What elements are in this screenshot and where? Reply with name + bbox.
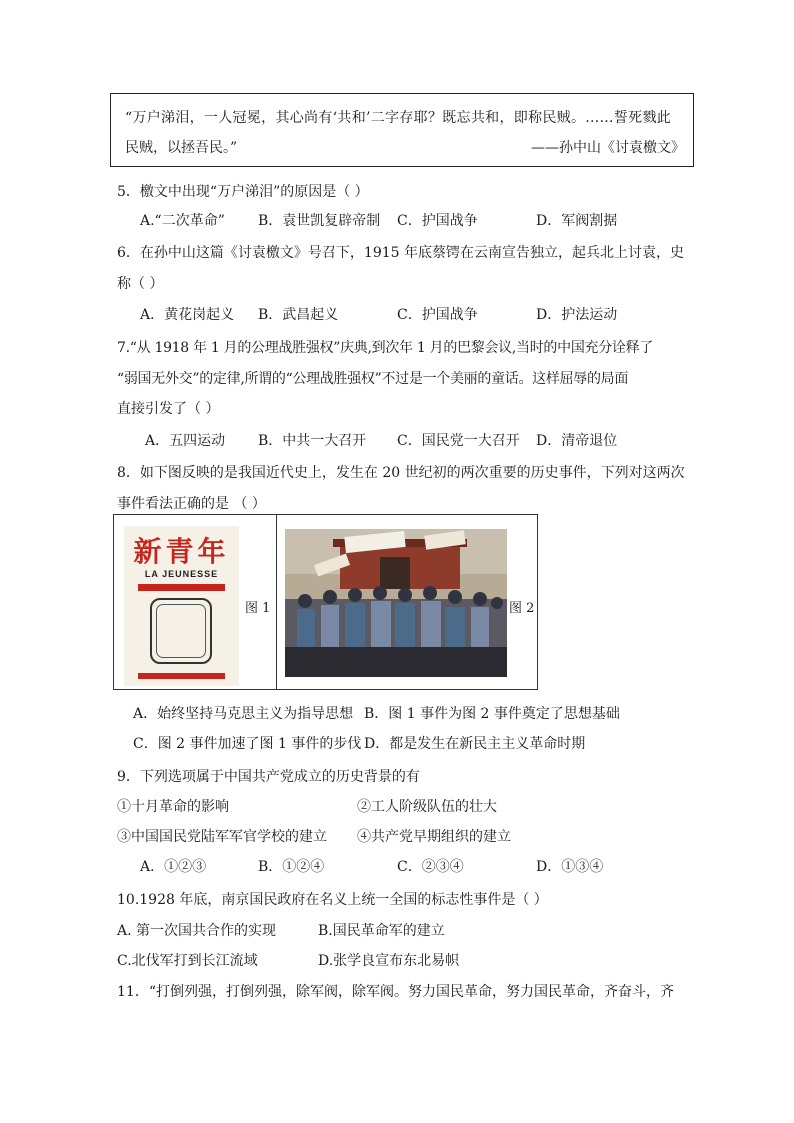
q9-item-1: ①十月革命的影响: [117, 799, 229, 815]
q8-stem-line-2: 事件看法正确的是 （ ）: [117, 496, 266, 512]
figure-divider: [276, 515, 277, 689]
q9-stem: 9．下列选项属于中国共产党成立的历史背景的有: [117, 769, 420, 785]
figure-1-subtitle: LA JEUNESSE: [144, 569, 219, 579]
q10-option-c: C.北伐军打到长江流域: [117, 953, 258, 969]
figure-2-image: [285, 529, 507, 677]
q5-option-c: C．护国战争: [397, 213, 478, 229]
figure-2-label: 图 2: [509, 601, 535, 616]
figure-1-image: [124, 526, 239, 686]
quote-source: ——孙中山《讨袁檄文》: [531, 140, 685, 156]
q7-stem-line-2: “弱国无外交”的定律,所谓的“公理战胜强权”不过是一个美丽的童话。这样屈辱的局面: [117, 371, 629, 387]
q9-item-4: ④共产党早期组织的建立: [357, 829, 511, 845]
q7-option-c: C．国民党一大召开: [397, 433, 520, 449]
q7-option-a: A．五四运动: [145, 433, 226, 449]
q10-option-a: A. 第一次国共合作的实现: [117, 923, 277, 939]
q10-stem: 10.1928 年底，南京国民政府在名义上统一全国的标志性事件是（ ）: [117, 892, 548, 908]
q5-stem: 5．檄文中出现“万户涕泪”的原因是（ ）: [117, 184, 369, 200]
q7-stem-line-3: 直接引发了（ ）: [117, 401, 220, 417]
figure-1-frame: [150, 598, 212, 664]
q11-stem: 11．“打倒列强，打倒列强，除军阀，除军阀。努力国民革命，努力国民革命，齐奋斗，齐: [117, 984, 674, 1000]
q9-option-d: D．①③④: [536, 859, 604, 875]
q7-stem-line-1: 7.“从 1918 年 1 月的公理战胜强权”庆典,到次年 1 月的巴黎会议,当时的中国充分诠释了: [117, 340, 654, 356]
figure-1-title: 新青年: [133, 535, 230, 568]
figure-table: [113, 514, 538, 690]
quote-line-1: “万户涕泪，一人冠冕，其心尚有‘共和’二字存耶？既忘共和，即称民贼。……誓死戮此: [125, 110, 672, 126]
q8-option-b: B．图 1 事件为图 2 事件奠定了思想基础: [364, 706, 620, 722]
q10-option-b: B.国民革命军的建立: [318, 923, 445, 939]
q10-option-d: D.张学良宣布东北易帜: [318, 953, 460, 969]
figure-1-label: 图 1: [245, 601, 271, 616]
quote-line-2: 民贼，以拯吾民。”: [125, 140, 238, 156]
q9-option-a: A．①②③: [140, 859, 207, 875]
q9-option-c: C．②③④: [397, 859, 464, 875]
q9-option-b: B．①②④: [258, 859, 325, 875]
q5-option-b: B．袁世凯复辟帝制: [258, 213, 381, 229]
figure-1-bottom-bar: [138, 673, 225, 679]
q6-stem-line-1: 6．在孙中山这篇《讨袁檄文》号召下，1915 年底蔡锷在云南宣告独立，起兵北上讨袁，史: [117, 245, 684, 261]
q6-option-b: B．武昌起义: [258, 307, 339, 323]
quote-box: [110, 93, 694, 167]
q8-stem-line-1: 8．如下图反映的是我国近代史上，发生在 20 世纪初的两次重要的历史事件，下列对这两次: [117, 465, 685, 481]
figure-1-band: [138, 584, 225, 591]
q6-option-c: C．护国战争: [397, 307, 478, 323]
q8-option-d: D．都是发生在新民主主义革命时期: [364, 736, 586, 752]
q6-stem-line-2: 称（ ）: [117, 276, 164, 292]
q8-option-c: C．图 2 事件加速了图 1 事件的步伐: [133, 736, 362, 752]
q5-option-d: D．军阀割据: [536, 213, 618, 229]
q5-option-a: A.“二次革命”: [140, 213, 225, 229]
q7-option-d: D．清帝退位: [536, 433, 618, 449]
q6-option-d: D．护法运动: [536, 307, 618, 323]
q9-item-3: ③中国国民党陆军军官学校的建立: [117, 829, 327, 845]
q9-item-2: ②工人阶级队伍的壮大: [357, 799, 497, 815]
q7-option-b: B．中共一大召开: [258, 433, 367, 449]
q6-option-a: A．黄花岗起义: [140, 307, 235, 323]
q8-option-a: A．始终坚持马克思主义为指导思想: [133, 706, 354, 722]
